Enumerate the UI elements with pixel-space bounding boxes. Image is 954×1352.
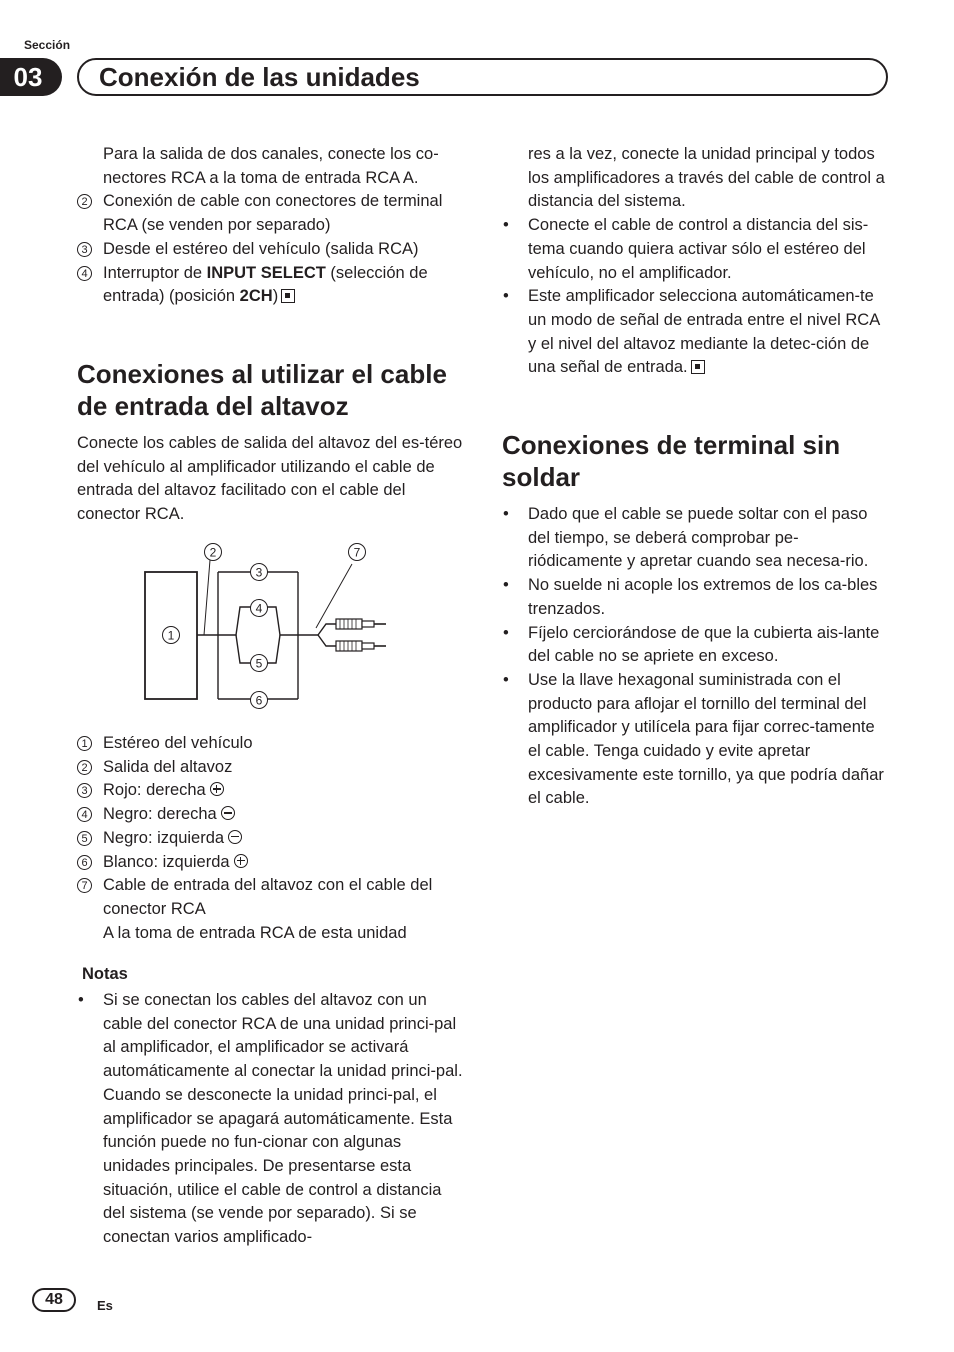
callout-number: 4	[77, 807, 92, 822]
intro-list	[77, 190, 467, 309]
section-title-bar	[77, 58, 888, 96]
callout-label: 4	[255, 601, 263, 616]
notes-list-continued	[502, 214, 892, 380]
callout-number: 2	[77, 194, 92, 209]
legend-item: 2 Salida del altavoz	[77, 756, 467, 780]
legend-note: A la toma de entrada RCA de esta unidad	[103, 923, 407, 942]
callout-label: 6	[255, 693, 263, 708]
list-item: • Conecte el cable de control a distancia del sis-tema cuando quiera activar sólo el estéreo del vehículo, no el amplificador.	[502, 214, 892, 285]
callout-number: 3	[77, 242, 92, 257]
callout-label: 7	[353, 545, 361, 560]
list-item: • Dado que el cable se puede soltar con el paso del tiempo, se deberá comprobar pe-riódicamente y apretar cuando sea necesa-rio.	[502, 503, 892, 574]
legend-item: 6 Blanco: izquierda	[77, 851, 467, 875]
solderless-list	[502, 503, 892, 811]
left-column	[77, 143, 467, 527]
notes-title: Notas	[82, 965, 128, 984]
legend-item: 7 Cable de entrada del altavoz con el cable del conector RCA	[77, 874, 467, 921]
right-column	[502, 143, 892, 811]
callout-label: 3	[255, 565, 263, 580]
wiring-diagram	[140, 540, 400, 715]
end-mark-icon	[281, 289, 295, 303]
list-item: 4 Interruptor de INPUT SELECT (selección de entrada) (posición 2CH)	[77, 262, 467, 309]
callout-label: 2	[209, 545, 217, 560]
list-item: • No suelde ni acople los extremos de los ca-bles trenzados.	[502, 574, 892, 621]
legend-item: 4 Negro: derecha	[77, 803, 467, 827]
section-title: Conexión de las unidades	[99, 61, 420, 92]
list-item: • Use la llave hexagonal suministrada con el producto para aflojar el tornillo del terminal del amplificador y utilícela para fijar correc-tamente el cable. Tenga cuidado y evite apretar excesivamente este tornillo, ya que podría dañar el cable.	[502, 669, 892, 811]
list-item: 2 Conexión de cable con conectores de terminal RCA (se venden por separado)	[77, 190, 467, 237]
callout-number: 3	[77, 783, 92, 798]
callout-number: 2	[77, 760, 92, 775]
callout-number: 5	[77, 831, 92, 846]
section-number-badge: 03	[0, 58, 62, 96]
callout-label: 1	[167, 628, 175, 643]
legend-item: 5 Negro: izquierda	[77, 827, 467, 851]
section-heading-solderless: Conexiones de terminal sin soldar	[502, 430, 841, 493]
list-item: • Si se conectan los cables del altavoz con un cable del conector RCA de una unidad princi-pal al amplificador, el amplificador se activará automáticamente al conectar la unidad princi-pal. Cuando se desconecte la unidad princi-pal, el amplificador se apagará automáticamente. Esta función puede no fun-cionar con algunas unidades principales. De presentarse esta situación, utilice el cable de control a distancia del sistema (se vende por separado). Si se conectan varios amplificado-	[77, 989, 467, 1250]
end-mark-icon	[691, 360, 705, 374]
notes-list	[77, 989, 467, 1250]
callout-label: 5	[255, 656, 263, 671]
callout-number: 6	[77, 855, 92, 870]
language-code: Es	[97, 1298, 113, 1313]
intro-continuation: Para la salida de dos canales, conecte los co-nectores RCA a la toma de entrada RCA A.	[103, 145, 439, 187]
page-number: 48	[32, 1288, 76, 1312]
legend-item: 3 Rojo: derecha	[77, 779, 467, 803]
section-label: Sección	[24, 38, 71, 52]
minus-icon	[228, 830, 242, 844]
body-paragraph: Conecte los cables de salida del altavoz del es-téreo del vehículo al amplificador utilizando el cable de entrada del altavoz facilitado con el cable del conector RCA.	[77, 433, 463, 524]
minus-icon	[221, 806, 235, 820]
diagram-legend	[77, 732, 467, 1250]
list-item: • Este amplificador selecciona automáticamen-te un modo de señal de entrada entre el nivel RCA y el nivel del altavoz mediante la detec-ción de una señal de entrada.	[502, 285, 892, 380]
plus-icon	[234, 854, 248, 868]
plus-icon	[210, 782, 224, 796]
list-item: • Fíjelo cerciorándose de que la cubierta ais-lante del cable no se apriete en exceso.	[502, 622, 892, 669]
legend-item: 1 Estéreo del vehículo	[77, 732, 467, 756]
list-item: 3 Desde el estéreo del vehículo (salida RCA)	[77, 238, 467, 262]
callout-number: 4	[77, 266, 92, 281]
notes-continuation: res a la vez, conecte la unidad principal y todos los amplificadores a través del cable de control a distancia del sistema.	[528, 145, 885, 211]
section-heading-speaker-input: Conexiones al utilizar el cable de entrada del altavoz	[77, 358, 447, 421]
callout-number: 7	[77, 878, 92, 893]
callout-number: 1	[77, 736, 92, 751]
